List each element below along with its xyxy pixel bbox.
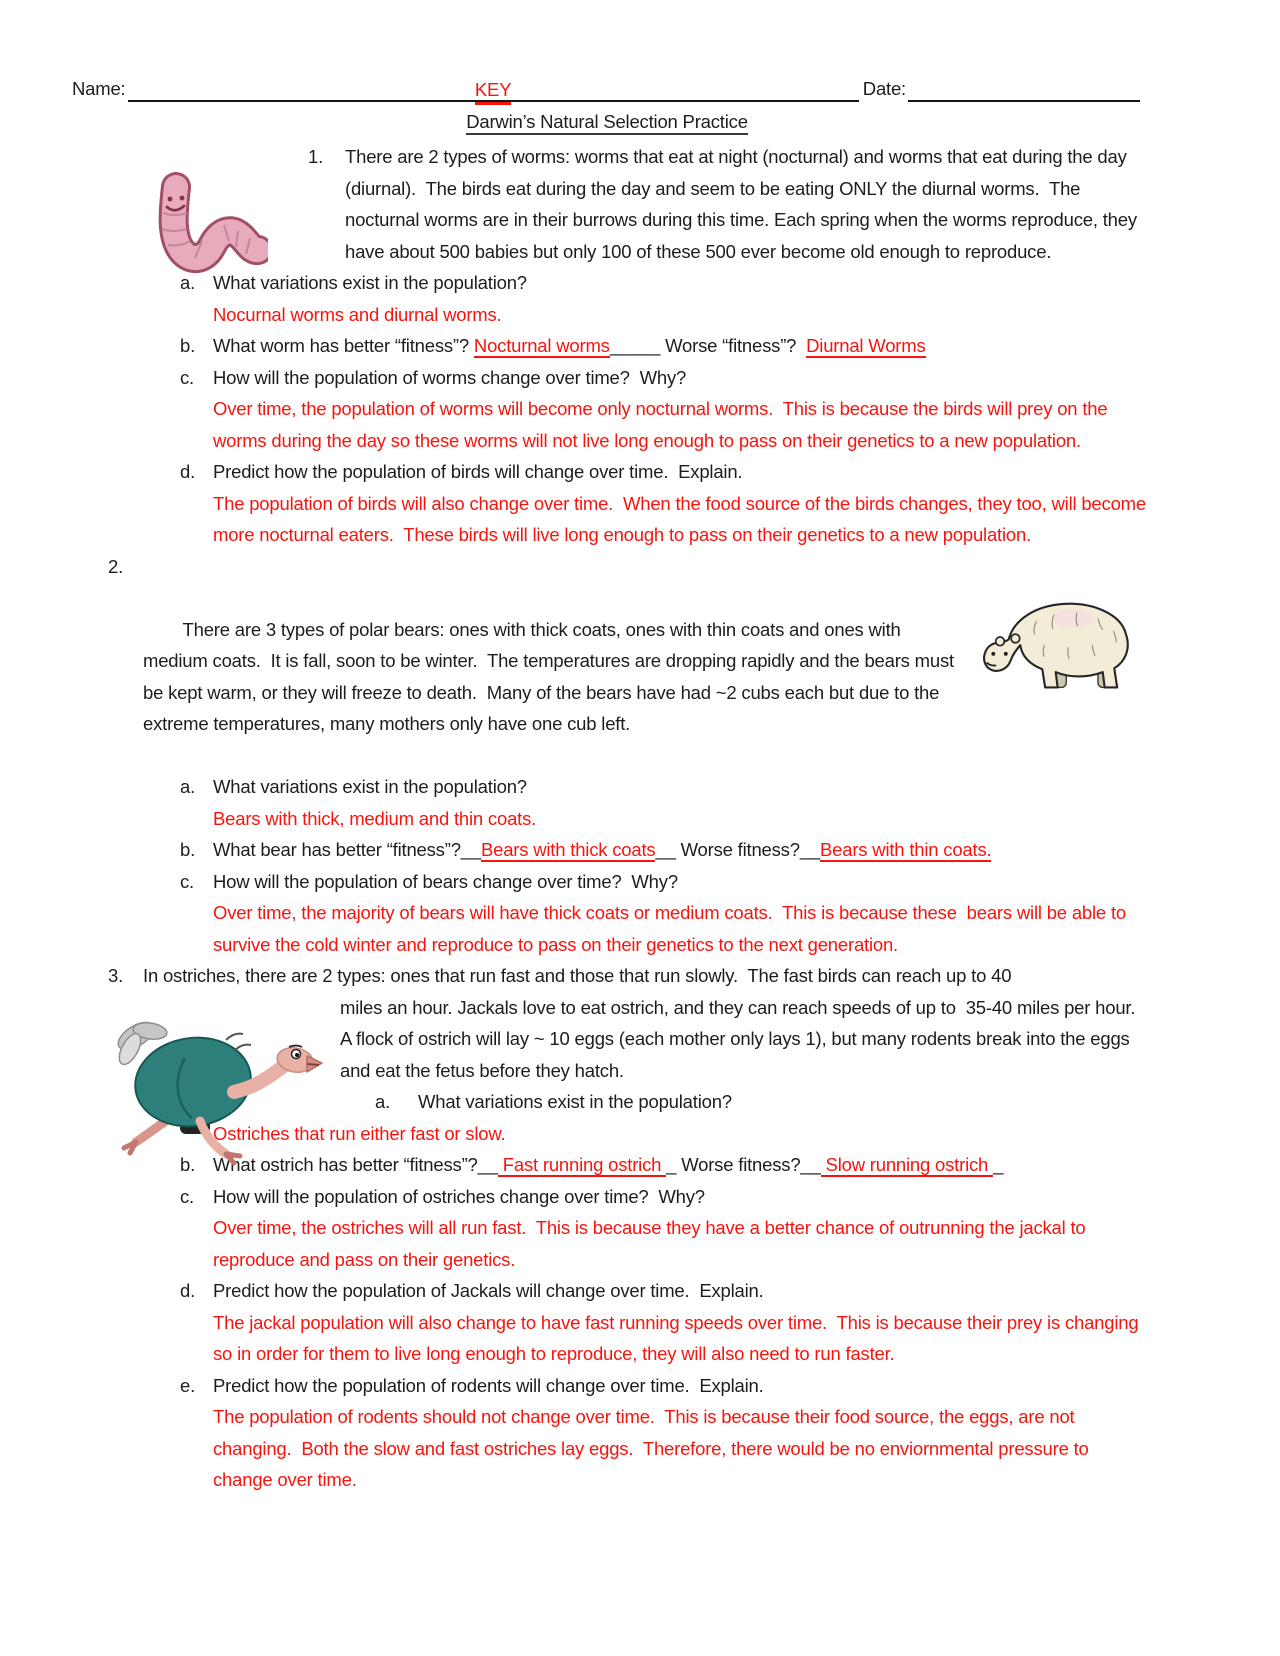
answer-2b-better: Bears with thick coats xyxy=(480,839,656,860)
question-1b-row xyxy=(180,330,1150,362)
item-3a-question: What variations exist in the population? xyxy=(418,1091,732,1112)
item-2b-blank-3: __ xyxy=(799,839,821,860)
item-1b-question-part-2: Worse “fitness”? xyxy=(665,335,807,356)
answer-3b-worse: Slow running ostrich xyxy=(820,1154,994,1175)
question-3c-row xyxy=(180,1181,1150,1213)
item-3b-label: b. xyxy=(180,1154,196,1175)
item-1c-question: How will the population of worms change over time? Why? xyxy=(213,366,687,388)
section-question-2 xyxy=(0,551,1280,961)
date-label: Date: xyxy=(862,77,906,99)
question-1-text: There are 2 types of worms: worms that eat at night (nocturnal) and worms that eat during the day (diurnal). The birds eat during the day and seem to be eating ONLY the diurnal worms. The nocturnal worms are in their burrows during this time. Each spring when the worms reproduce, they have about 500 babies but only 100 of these 500 ever become old enough to reproduce. xyxy=(345,146,1142,262)
question-2-text: There are 3 types of polar bears: ones with thick coats, ones with thin coats and ones with medium coats. It is fall, soon to be winter. The temperatures are dropping rapidly and the bears must be kept warm, or they will freeze to death. Many of the bears have had ~2 cubs each but due to the extreme temperatures, many mothers only have one cub left. xyxy=(143,618,959,734)
page-title-text: Darwin’s Natural Selection Practice xyxy=(466,111,748,135)
item-1d-label: d. xyxy=(180,461,196,482)
answer-3e: The population of rodents should not change over time. This is because their food source, the eggs, are not changing. Both the slow and fast ostriches lay eggs. Therefore, there would be no enviornmental pressure to change over time. xyxy=(213,1406,1094,1490)
item-1c-label: c. xyxy=(180,366,194,388)
item-3d-question: Predict how the population of Jackals will change over time. Explain. xyxy=(213,1280,764,1301)
answer-1b-better: Nocturnal worms xyxy=(473,335,610,356)
question-3-text-rest: miles an hour. Jackals love to eat ostrich, and they can reach speeds of up to 35-40 miles per hour. A flock of ostrich will lay ~ 10 eggs (each mother only lays 1), but many rodents break into the eggs and eat the fetus before they hatch. xyxy=(340,996,1145,1081)
item-3c-label: c. xyxy=(180,1185,194,1207)
item-3b-question-part-2: Worse fitness? xyxy=(681,1154,801,1175)
item-2a-question: What variations exist in the population? xyxy=(213,776,527,797)
item-3e-label: e. xyxy=(180,1374,196,1396)
item-3b-question xyxy=(213,1149,1150,1181)
item-3c-question: How will the population of ostriches change over time? Why? xyxy=(213,1185,705,1207)
question-3e-row xyxy=(180,1370,1150,1402)
question-1d-row xyxy=(180,456,1150,488)
question-1a-row xyxy=(180,267,1150,299)
item-1d-question: Predict how the population of birds will change over time. Explain. xyxy=(213,461,743,482)
question-2-text-wrap xyxy=(143,551,1145,772)
name-label: Name: xyxy=(72,77,126,99)
answer-1a: Nocurnal worms and diurnal worms. xyxy=(213,303,502,325)
question-2-row xyxy=(108,551,1145,772)
item-2a-label: a. xyxy=(180,776,196,797)
page-title xyxy=(72,106,1142,139)
header-row xyxy=(72,74,1140,106)
section-question-1 xyxy=(0,141,1280,551)
answer-1c: Over time, the population of worms will become only nocturnal worms. This is because the birds will prey on the worms during the day so these worms will not live long enough to pass on their genetics to a new population. xyxy=(213,398,1113,451)
item-3b-question-part-1: What ostrich has better “fitness”? xyxy=(213,1154,478,1175)
date-blank-line xyxy=(908,74,1140,102)
question-1-row xyxy=(308,141,1146,267)
item-2b-label: b. xyxy=(180,839,196,860)
answer-3d: The jackal population will also change to have fast running speeds over time. This is because their prey is changing so in order for them to live long enough to reproduce, they will also need to run faster. xyxy=(213,1311,1144,1364)
item-3d-label: d. xyxy=(180,1280,196,1301)
item-2c-label: c. xyxy=(180,870,194,892)
item-1a-label: a. xyxy=(180,272,196,293)
item-2b-question xyxy=(213,834,1150,866)
answer-3a: Ostriches that run either fast or slow. xyxy=(213,1122,506,1144)
question-2b-row xyxy=(180,834,1150,866)
key-answer: KEY xyxy=(475,78,511,105)
answer-2c: Over time, the majority of bears will have thick coats or medium coats. This is because these bears will be able to survive the cold winter and reproduce to pass on their genetics to the next generation. xyxy=(213,902,1131,955)
item-1b-blank-1: _____ xyxy=(609,335,666,356)
item-1b-question xyxy=(213,330,1150,362)
question-2c-row xyxy=(180,866,1150,898)
answer-2b-worse: Bears with thin coats. xyxy=(820,839,992,860)
question-3-number: 3. xyxy=(108,965,124,986)
item-3b-blank-4: _ xyxy=(993,1154,1004,1175)
item-1a-question: What variations exist in the population? xyxy=(213,272,527,293)
question-3-row xyxy=(108,960,1180,992)
answer-1b-worse: Diurnal Worms xyxy=(806,335,926,356)
answer-3c: Over time, the ostriches will all run fast. This is because they have a better chance of outrunning the jackal to reproduce and pass on their genetics. xyxy=(213,1217,1091,1270)
name-blank-line xyxy=(128,74,859,102)
polar-bear-illustration xyxy=(977,578,1145,698)
section-question-3 xyxy=(0,960,1280,1496)
question-3b-row xyxy=(180,1149,1150,1181)
item-2c-question: How will the population of bears change over time? Why? xyxy=(213,870,678,892)
item-3b-blank-2: _ xyxy=(666,1154,682,1175)
item-1b-question-part-1: What worm has better “fitness”? xyxy=(213,335,474,356)
item-2b-blank-1: __ xyxy=(460,839,481,860)
item-3b-blank-3: __ xyxy=(800,1154,821,1175)
item-1b-label: b. xyxy=(180,335,196,356)
question-3d-row xyxy=(180,1275,1150,1307)
question-3-text-line1: In ostriches, there are 2 types: ones that run fast and those that run slowly. The fast birds can reach up to 40 xyxy=(143,965,1012,986)
question-2a-row xyxy=(180,771,1150,803)
ostrich-illustration xyxy=(88,1006,323,1166)
item-2b-blank-2: __ xyxy=(655,839,681,860)
question-3a-row xyxy=(375,1086,1150,1118)
question-1c-row xyxy=(180,362,1150,394)
item-3e-question: Predict how the population of rodents will change over time. Explain. xyxy=(213,1374,764,1396)
item-3a-label: a. xyxy=(375,1091,391,1112)
item-2b-question-part-1: What bear has better “fitness”? xyxy=(213,839,461,860)
worm-illustration xyxy=(136,161,268,287)
item-3b-blank-1: __ xyxy=(477,1154,498,1175)
answer-3b-better: Fast running ostrich xyxy=(497,1154,667,1175)
question-2-number: 2. xyxy=(108,555,124,577)
item-2b-question-part-2: Worse fitness? xyxy=(680,839,800,860)
answer-1d: The population of birds will also change over time. When the food source of the birds changes, they too, will become more nocturnal eaters. These birds will live long enough to pass on their genetics to a new population. xyxy=(213,492,1151,545)
answer-2a: Bears with thick, medium and thin coats. xyxy=(213,807,537,829)
question-1-number: 1. xyxy=(308,146,324,167)
